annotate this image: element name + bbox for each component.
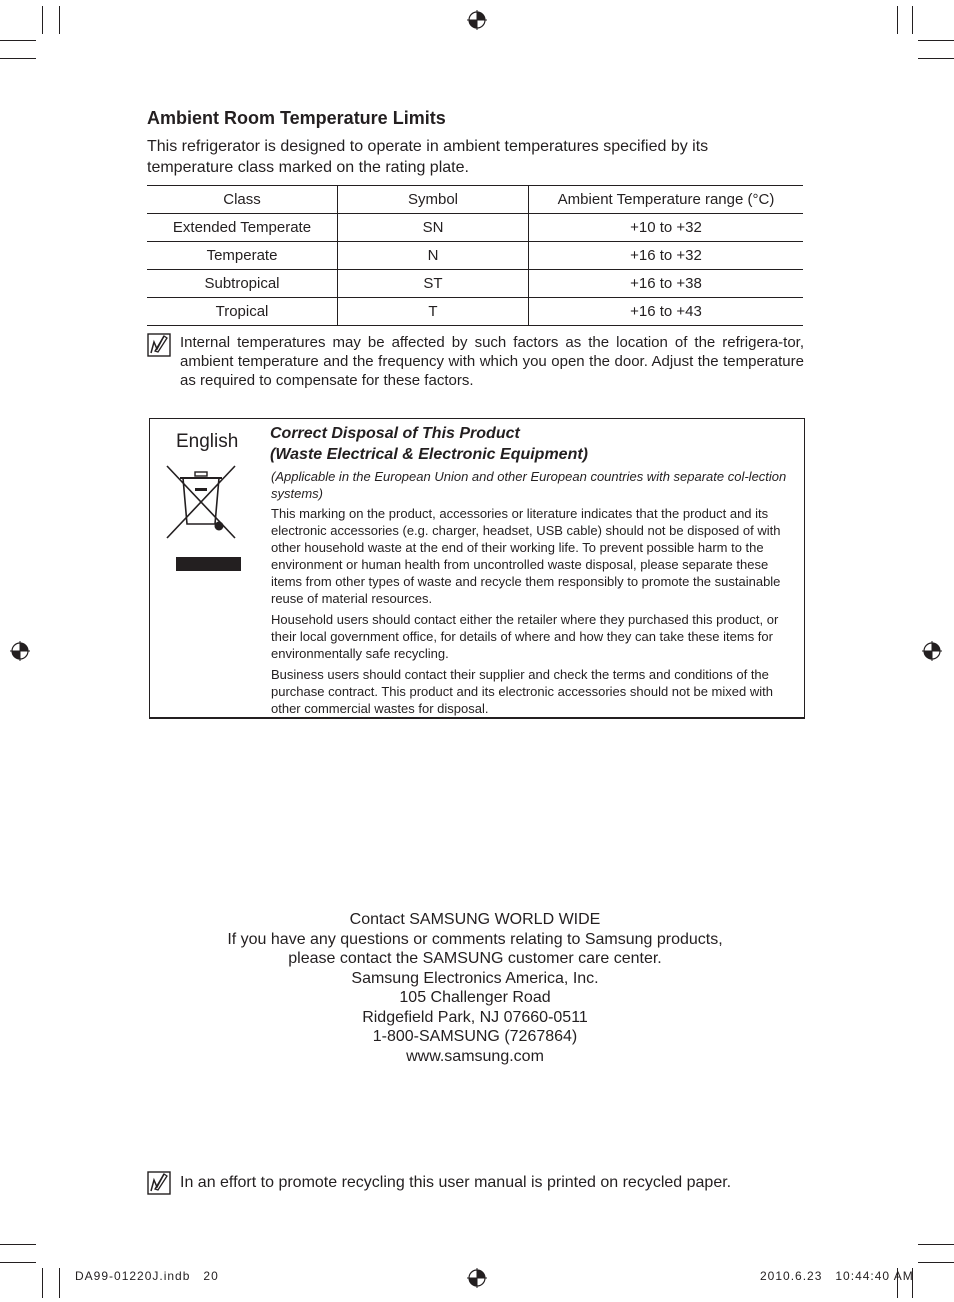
table-cell-class: Extended Temperate — [147, 214, 338, 242]
column-header-class: Class — [147, 186, 338, 214]
crop-mark — [0, 58, 36, 59]
table-cell-range: +10 to +32 — [529, 214, 804, 242]
temperature-class-table — [147, 185, 803, 326]
note-recycled-paper — [147, 1171, 804, 1197]
disposal-title — [270, 423, 792, 465]
footer-timestamp: 2010.6.23 10:44:40 AM — [760, 1269, 914, 1283]
contact-line: Ridgefield Park, NJ 07660-0511 — [362, 1008, 588, 1026]
table-header-row — [147, 186, 803, 214]
contact-line: If you have any questions or comments relating to Samsung products, — [227, 930, 723, 948]
contact-block — [150, 910, 800, 1066]
disposal-title-line1: Correct Disposal of This Product — [270, 425, 520, 442]
crop-mark — [918, 1244, 954, 1245]
registration-mark-icon — [467, 1268, 487, 1288]
crop-mark — [42, 1268, 43, 1298]
table-row — [147, 270, 803, 298]
table-cell-class: Temperate — [147, 242, 338, 270]
crop-mark — [918, 40, 954, 41]
table-cell-symbol: N — [338, 242, 529, 270]
crop-mark — [912, 6, 913, 34]
column-header-range: Ambient Temperature range (°C) — [529, 186, 804, 214]
table-cell-symbol: SN — [338, 214, 529, 242]
table-cell-symbol: ST — [338, 270, 529, 298]
disposal-title-line2: (Waste Electrical & Electronic Equipment) — [270, 446, 589, 463]
table-cell-class: Tropical — [147, 298, 338, 326]
table-cell-class: Subtropical — [147, 270, 338, 298]
registration-mark-icon — [467, 10, 487, 30]
crop-mark — [918, 58, 954, 59]
weee-underline-bar — [176, 557, 241, 571]
column-header-symbol: Symbol — [338, 186, 529, 214]
section-title: Ambient Room Temperature Limits — [147, 108, 446, 128]
table-cell-range: +16 to +43 — [529, 298, 804, 326]
crop-mark — [0, 1262, 36, 1263]
contact-line: Samsung Electronics America, Inc. — [351, 969, 599, 987]
registration-mark-icon — [922, 641, 942, 661]
disposal-paragraph: This marking on the product, accessories or literature indicates that the product and its electronic accessories (e.g. charger, headset, USB cable) should not be disposed of with other household waste at the end of their working life. To prevent possible harm to the environment or human health from uncontrolled waste disposal, please separate these items from other types of waste and recycle them responsibly to promote the sustainable reuse of material resources. — [271, 506, 781, 606]
note-pencil-icon — [147, 333, 171, 357]
crop-mark — [42, 6, 43, 34]
crop-mark — [897, 6, 898, 34]
table-cell-range: +16 to +38 — [529, 270, 804, 298]
crop-mark — [0, 40, 36, 41]
note-text: Internal temperatures may be affected by such factors as the location of the refrigera-tor, ambient temperature and the frequency with which you open the door. Adjust the temperature as required to compensate for these factors. — [180, 334, 804, 389]
contact-line: Contact SAMSUNG WORLD WIDE — [349, 911, 601, 928]
language-label: English — [176, 431, 239, 452]
table-row — [147, 214, 803, 242]
section-intro: This refrigerator is designed to operate in ambient temperatures specified by its temperature class marked on the rating plate. — [147, 138, 709, 176]
contact-line: please contact the SAMSUNG customer care center. — [288, 950, 662, 967]
note-text: In an effort to promote recycling this user manual is printed on recycled paper. — [180, 1174, 732, 1191]
crossed-out-wheeled-bin-icon — [165, 462, 237, 542]
note-pencil-icon — [147, 1171, 171, 1195]
weee-disposal-box — [149, 418, 805, 719]
crop-mark — [59, 6, 60, 34]
table-cell-symbol: T — [338, 298, 529, 326]
table-row — [147, 298, 803, 326]
crop-mark — [918, 1262, 954, 1263]
note-internal-temperature — [147, 333, 804, 393]
disposal-applicability: (Applicable in the European Union and other European countries with separate col-lection systems) — [271, 469, 787, 501]
contact-website[interactable]: www.samsung.com — [406, 1047, 544, 1065]
table-cell-range: +16 to +32 — [529, 242, 804, 270]
crop-mark — [0, 1244, 36, 1245]
disposal-paragraph: Business users should contact their supplier and check the terms and conditions of the purchase contract. This product and its electronic accessories should not be mixed with other commercial wastes for disposal. — [271, 667, 773, 716]
table-row — [147, 242, 803, 270]
crop-mark — [59, 1268, 60, 1298]
contact-phone: 1-800-SAMSUNG (7267864) — [372, 1028, 578, 1045]
footer-file-name: DA99-01220J.indb 20 — [75, 1269, 219, 1283]
disposal-content — [270, 423, 792, 721]
disposal-paragraph: Household users should contact either the retailer where they purchased this product, or their local government office, for details of where and how they can take these items for environmentally safe recycling. — [271, 612, 779, 661]
contact-line: 105 Challenger Road — [399, 989, 551, 1006]
registration-mark-icon — [10, 641, 30, 661]
